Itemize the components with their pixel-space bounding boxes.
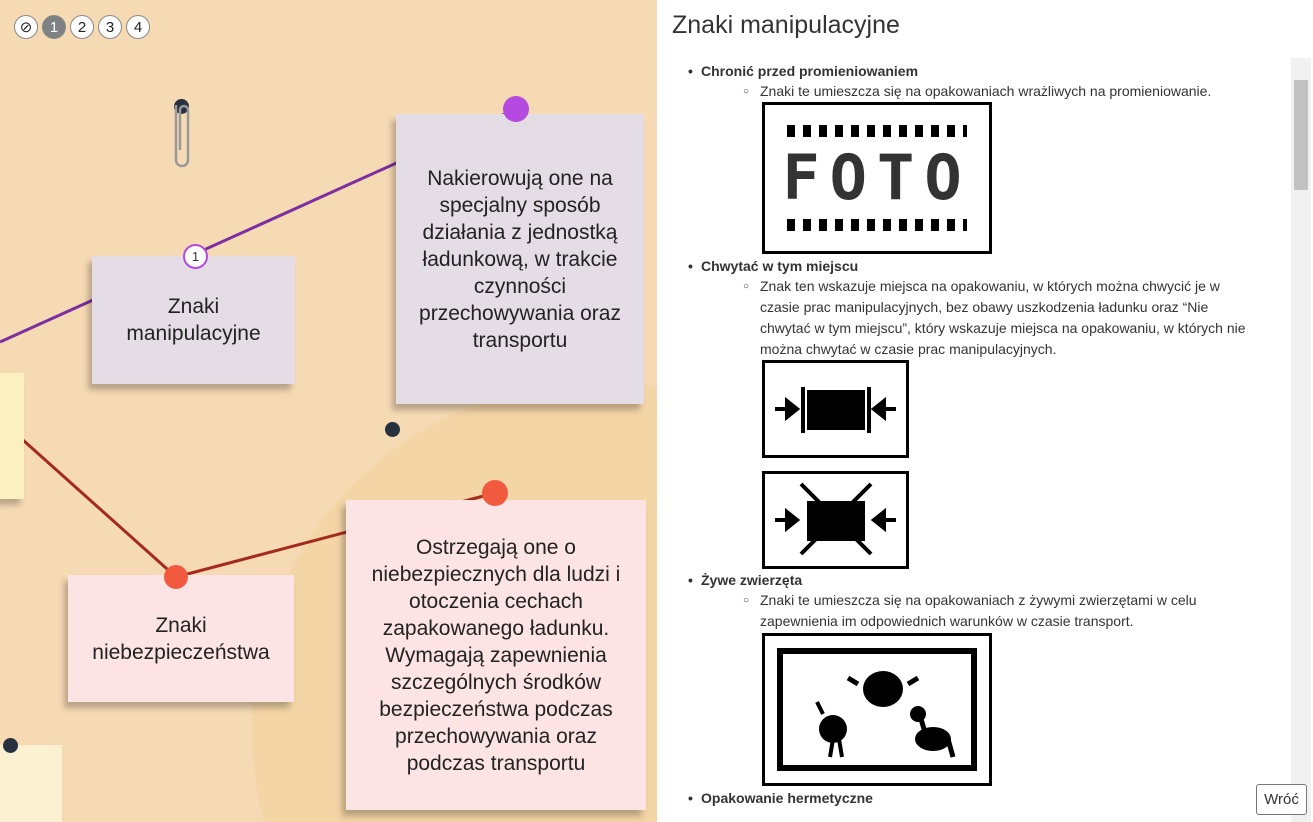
note-niebezpieczenstwa-description xyxy=(346,500,646,810)
note-znaki-manipulacyjne[interactable] xyxy=(92,256,295,384)
pin-icon xyxy=(3,738,18,753)
item-description: ○ Znaki te umieszcza się na opakowaniach wrażliwych na promieniowanie. xyxy=(760,81,1260,102)
page-3-button[interactable]: 3 xyxy=(98,15,122,39)
item-description: ○ Znak ten wskazuje miejsca na opakowaniu, w których można chwycić je w czasie prac manipulacyjnych, bez obawy uszkodzenia ładunku oraz “Nie chwytać w tym miejscu”, który wskazuje miejsca na opakowaniu, w których nie można chwytać w czasie prac manipulacyjnych. xyxy=(760,276,1260,360)
item-description: ○ Znaki te umieszcza się na opakowaniach z żywymi zwierzętami w celu zapewnienia im odpowiednich warunków w czasie transport. xyxy=(760,590,1260,632)
live-animals-sign-image xyxy=(762,633,992,786)
item-title: • Żywe zwierzęta xyxy=(701,572,802,588)
panel-title: Znaki manipulacyjne xyxy=(672,11,900,39)
panel-content xyxy=(657,58,1291,822)
page-1-button[interactable]: 1 xyxy=(42,15,66,39)
list-item xyxy=(701,63,918,79)
page-2-button[interactable]: 2 xyxy=(70,15,94,39)
note-text: Nakierowują one na specjalny sposób działania z jednostką ładunkową, w trakcie czynności przechowywania oraz transportu xyxy=(419,166,621,352)
item-title: • Chronić przed promieniowaniem xyxy=(701,63,918,79)
list-item xyxy=(701,258,858,274)
sign-text: FOTO xyxy=(782,141,972,214)
paperclip-icon xyxy=(166,95,196,175)
marker-badge[interactable]: 1 xyxy=(183,244,208,269)
back-button[interactable]: Wróć xyxy=(1256,784,1307,815)
page-4-button[interactable]: 4 xyxy=(126,15,150,39)
scrollbar[interactable] xyxy=(1291,58,1311,822)
hide-notes-button[interactable] xyxy=(14,15,38,39)
yellow-note-partial xyxy=(0,373,24,499)
page-nav xyxy=(14,15,150,39)
scribble-note xyxy=(0,745,62,822)
note-manipulacyjne-description xyxy=(396,114,644,404)
note-text: Znaki niebezpieczeństwa xyxy=(92,613,270,664)
note-text: Ostrzegają one o niebezpiecznych dla ludzi i otoczenia cechach zapakowanego ładunku. Wymagają zapewnienia szczególnych środków bezpieczeństwa podczas przechowywania oraz podczas transportu xyxy=(371,535,621,775)
eye-slash-icon: ⊘ xyxy=(19,19,33,36)
item-title: • Opakowanie hermetyczne xyxy=(701,790,873,806)
note-znaki-niebezpieczenstwa[interactable] xyxy=(68,575,294,702)
foto-sign-image xyxy=(762,102,992,254)
list-item xyxy=(701,790,873,806)
do-not-clamp-sign-image xyxy=(762,471,909,569)
pin-icon xyxy=(385,422,400,437)
info-panel xyxy=(657,0,1313,822)
list-item xyxy=(701,572,802,588)
item-title: • Chwytać w tym miejscu xyxy=(701,258,858,274)
red-string-left xyxy=(14,432,176,577)
red-pin-icon xyxy=(164,565,188,589)
note-text: Znaki manipulacyjne xyxy=(126,295,261,345)
red-pin-icon xyxy=(482,480,508,506)
scrollbar-thumb[interactable] xyxy=(1294,80,1308,190)
purple-pin-icon xyxy=(503,96,529,122)
clamp-here-sign-image xyxy=(762,360,909,458)
